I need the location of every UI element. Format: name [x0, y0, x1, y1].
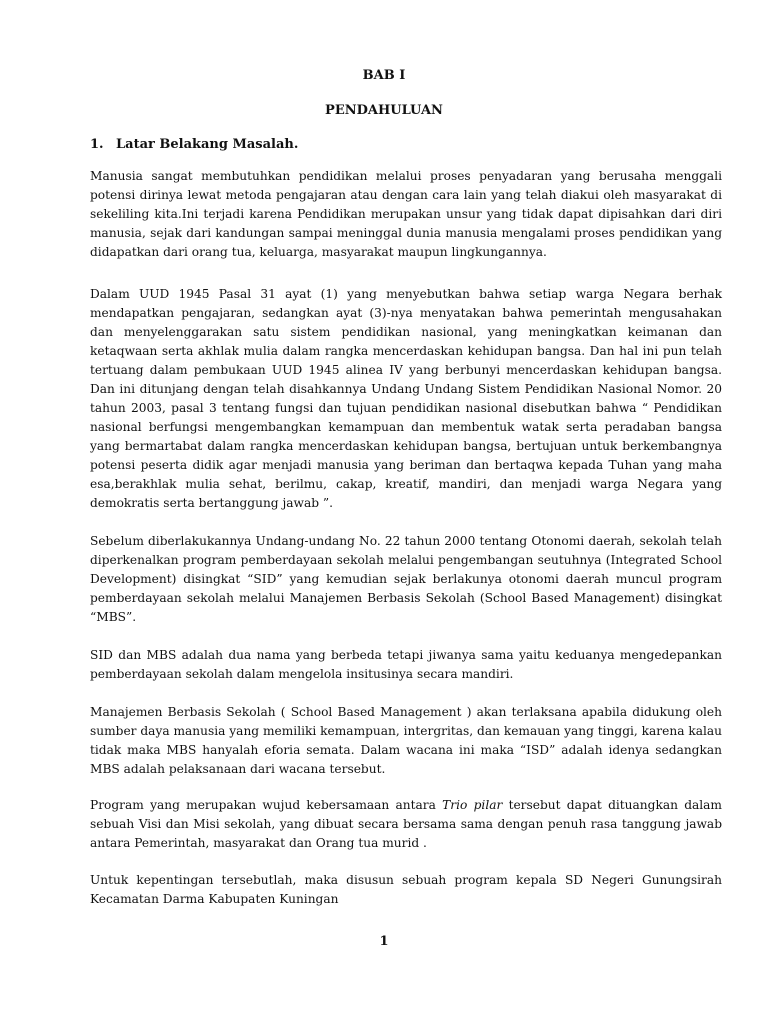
paragraph-5: Manajemen Berbasis Sekolah ( School Based Management ) akan terlaksana apabila didukung oleh sumber daya manusia yang memiliki kemampuan, intergritas, dan kemauan yang tinggi, karena kalau tidak maka MBS hanyalah eforia semata. Dalam wacana ini maka “ISD” adalah idenya sedangkan MBS adalah pelaksanaan dari wacana tersebut.	[90, 705, 722, 776]
paragraph-6-italic: Trio pilar	[442, 798, 503, 812]
chapter-label: BAB I	[362, 68, 406, 83]
section-number: 1.	[90, 137, 104, 152]
paragraph-6	[90, 796, 722, 853]
chapter-title: PENDAHULUAN	[325, 103, 443, 118]
paragraph-4: SID dan MBS adalah dua nama yang berbeda tetapi jiwanya sama yaitu keduanya mengedepankan pemberdayaan sekolah dalam mengelola insitusinya secara mandiri.	[90, 648, 722, 681]
paragraph-1: Manusia sangat membutuhkan pendidikan melalui proses penyadaran yang berusaha menggali potensi dirinya lewat metoda pengajaran atau dengan cara lain yang telah diakui oleh masyarakat di sekeliling kita.Ini terjadi karena Pendidikan merupakan unsur yang tidak dapat dipisahkan dari diri manusia, sejak dari kandungan sampai meninggal dunia manusia mengalami proses pendidikan yang didapatkan dari orang tua, keluarga, masyarakat maupun lingkungannya.	[90, 169, 722, 259]
page-number: 1	[379, 934, 389, 949]
paragraph-3: Sebelum diberlakukannya Undang-undang No. 22 tahun 2000 tentang Otonomi daerah, sekolah telah diperkenalkan program pemberdayaan sekolah melalui pengembangan seutuhnya (Integrated School Development) disingkat “SID” yang kemudian sejak berlakunya otonomi daerah muncul program pemberdayaan sekolah melalui Manajemen Berbasis Sekolah (School Based Management) disingkat “MBS”.	[90, 534, 722, 624]
paragraph-6-start: Program yang merupakan wujud kebersamaan antara	[90, 798, 443, 812]
paragraph-2: Dalam UUD 1945 Pasal 31 ayat (1) yang menyebutkan bahwa setiap warga Negara berhak mendapatkan pengajaran, sedangkan ayat (3)-nya menyatakan bahwa pemerintah mengusahakan dan menyelenggarakan satu sistem pendidikan nasional, yang meningkatkan keimanan dan ketaqwaan serta akhlak mulia dalam rangka mencerdaskan kehidupan bangsa. Dan hal ini pun telah tertuang dalam pembukaan UUD 1945 alinea IV yang berbunyi mencerdaskan kehidupan bangsa. Dan ini ditunjang dengan telah disahkannya Undang Undang Sistem Pendidikan Nasional Nomor. 20 tahun 2003, pasal 3 tentang fungsi dan tujuan pendidikan nasional disebutkan bahwa “ Pendidikan nasional berfungsi mengembangkan kemampuan dan membentuk watak serta peradaban bangsa yang bermartabat dalam rangka mencerdaskan kehidupan bangsa, bertujuan untuk berkembangnya potensi peserta didik agar menjadi manusia yang beriman dan bertaqwa kepada Tuhan yang maha esa,berakhlak mulia sehat, berilmu, cakap, kreatif, mandiri, dan menjadi warga Negara yang demokratis serta bertanggung jawab ”.	[90, 287, 722, 510]
section-heading	[90, 137, 298, 152]
paragraph-7: Untuk kepentingan tersebutlah, maka disusun sebuah program kepala SD Negeri Gunungsirah Kecamatan Darma Kabupaten Kuningan	[90, 873, 722, 906]
paragraph-6-end: tersebut dapat dituangkan dalam sebuah Visi dan Misi sekolah, yang dibuat secara bersama sama dengan penuh rasa tanggung jawab antara Pemerintah, masyarakat dan Orang tua murid .	[90, 798, 722, 850]
section-title: Latar Belakang Masalah.	[116, 137, 299, 152]
